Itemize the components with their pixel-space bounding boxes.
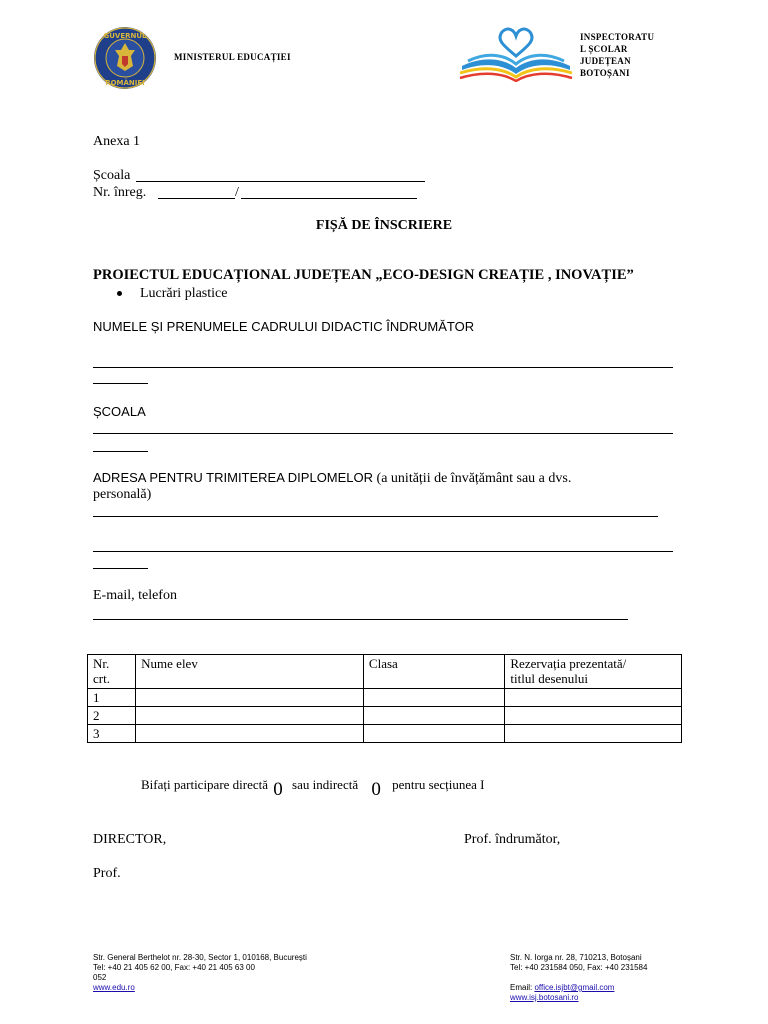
participation-text-3: pentru secțiunea I (392, 777, 485, 792)
footer-ministry-phone: Tel: +40 21 405 62 00, Fax: +40 21 405 63 00 (93, 963, 255, 972)
footer-ministry-phone-cont: 052 (93, 973, 107, 982)
bullet-dot (117, 291, 122, 296)
form-title: FIȘĂ DE ÎNSCRIERE (315, 218, 453, 233)
student-name-cell[interactable] (136, 707, 364, 725)
student-name-cell[interactable] (136, 689, 364, 707)
footer-ministry-link[interactable]: www.edu.ro (93, 983, 135, 992)
reservation-cell[interactable] (505, 707, 682, 725)
director-label: DIRECTOR, (93, 832, 167, 847)
svg-text:ROMÂNIEI: ROMÂNIEI (105, 79, 145, 87)
students-table (87, 654, 682, 743)
school-line[interactable] (136, 181, 425, 182)
project-title: PROIECTUL EDUCAȚIONAL JUDEȚEAN „ECO-DESIGN CREAȚIE , INOVAȚIE” (93, 267, 634, 283)
class-cell[interactable] (363, 689, 504, 707)
table-header-row (88, 655, 682, 689)
address-note-2: personală) (93, 487, 152, 502)
teacher-line[interactable] (93, 367, 673, 368)
teacher-signature-label: Prof. îndrumător, (464, 832, 561, 847)
participation-text-2: sau indirectă (292, 777, 359, 792)
government-seal (93, 26, 157, 90)
row-number: 3 (88, 725, 136, 743)
participation-row (141, 776, 485, 800)
footer-isj-phone: Tel: +40 231584 050, Fax: +40 231584 (510, 963, 648, 972)
reservation-cell[interactable] (505, 689, 682, 707)
annex-label: Anexa 1 (93, 134, 141, 149)
isj-logo (458, 26, 574, 82)
footer-isj-link[interactable]: www.isj.botosani.ro (510, 993, 579, 1002)
inspectorate-name (580, 31, 654, 79)
registration-label: Nr. înreg. (93, 185, 147, 200)
header-nr-crt: Nr. crt. (88, 655, 136, 689)
email-label: E-mail, telefon (93, 588, 177, 603)
footer-email-label: Email: (510, 983, 535, 992)
registration-separator: / (235, 185, 239, 200)
address-line-2[interactable] (93, 551, 673, 552)
footer-ministry-address: Str. General Berthelot nr. 28-30, Sector 1, 010168, București (93, 953, 307, 962)
bullet-label: Lucrări plastice (140, 286, 228, 301)
government-seal-icon (93, 26, 157, 90)
header-student-name: Nume elev (136, 655, 364, 689)
row-number: 2 (88, 707, 136, 725)
footer-isj-address: Str. N. Iorga nr. 28, 710213, Botoșani (510, 953, 642, 962)
svg-text:GUVERNUL: GUVERNUL (103, 32, 147, 40)
school-caps-line-cont (93, 451, 148, 452)
address-line-1[interactable] (93, 516, 658, 517)
bullet-item (117, 286, 227, 302)
footer-isj (510, 953, 647, 1003)
footer-email-link[interactable]: office.isjbt@gmail.com (534, 983, 615, 992)
teacher-label: NUMELE ȘI PRENUMELE CADRULUI DIDACTIC ÎNDRUMĂTOR (93, 319, 475, 334)
school-caps-label: ȘCOALA (93, 404, 146, 419)
ministry-name: MINISTERUL EDUCAȚIEI (174, 52, 291, 62)
row-number: 1 (88, 689, 136, 707)
table-row (88, 707, 682, 725)
inspectorate-line-1: INSPECTORATU (580, 32, 655, 42)
address-line-cont (93, 568, 148, 569)
book-heart-icon (458, 26, 574, 82)
prof-label: Prof. (93, 866, 121, 881)
address-label: ADRESA PENTRU TRIMITEREA DIPLOMELOR (93, 470, 374, 485)
inspectorate-line-2: L ȘCOLAR (580, 44, 628, 54)
indirect-checkbox[interactable]: 0 (371, 779, 381, 800)
email-line[interactable] (93, 619, 628, 620)
footer-ministry (93, 953, 307, 993)
inspectorate-line-3: JUDEȚEAN (580, 56, 631, 66)
address-label-row (93, 470, 571, 487)
table-row (88, 689, 682, 707)
table-row (88, 725, 682, 743)
registration-date-line[interactable] (241, 198, 417, 199)
direct-checkbox[interactable]: 0 (273, 779, 283, 800)
class-cell[interactable] (363, 707, 504, 725)
participation-text-1: Bifați participare directă (141, 777, 269, 792)
registration-number-line[interactable] (158, 198, 235, 199)
class-cell[interactable] (363, 725, 504, 743)
inspectorate-line-4: BOTOȘANI (580, 68, 630, 78)
student-name-cell[interactable] (136, 725, 364, 743)
address-note-1: (a unității de învățământ sau a dvs. (376, 471, 572, 486)
footer-isj-phone-cont: 052 (510, 973, 524, 982)
school-label: Școala (93, 168, 131, 183)
teacher-line-cont (93, 383, 148, 384)
reservation-cell[interactable] (505, 725, 682, 743)
header-class: Clasa (363, 655, 504, 689)
school-caps-line[interactable] (93, 433, 673, 434)
header-reservation-title: Rezervația prezentată/ titlul desenului (505, 655, 682, 689)
